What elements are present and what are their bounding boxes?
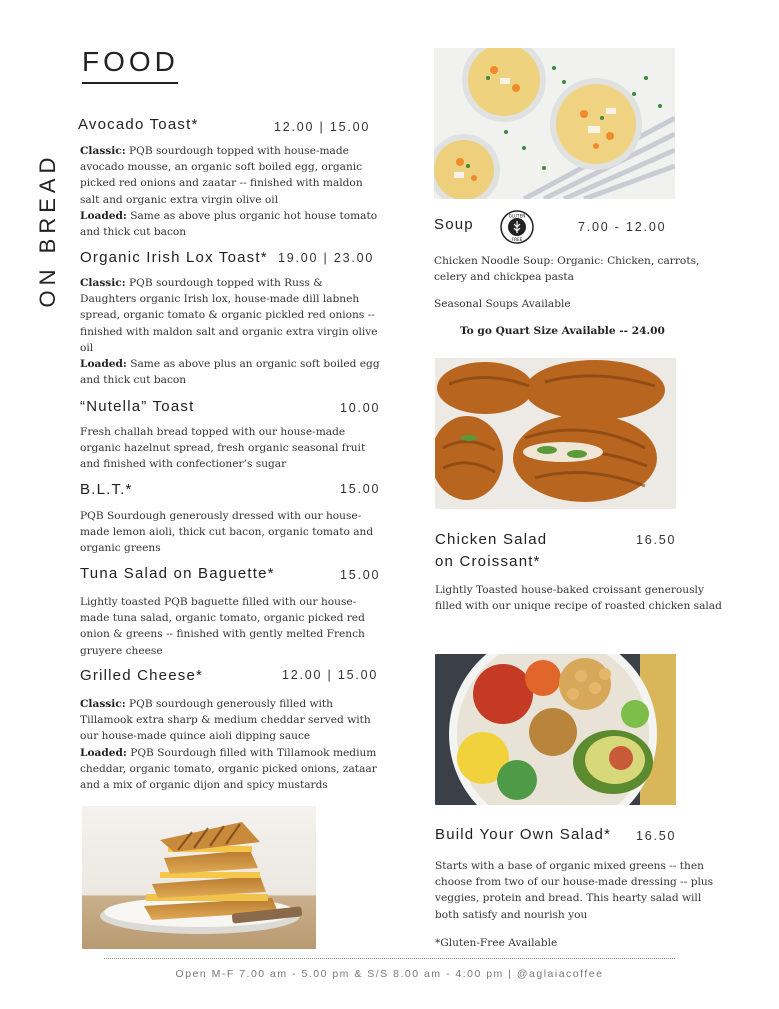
chicken-salad-name-line2: on Croissant*	[435, 553, 541, 570]
loaded-label: Loaded:	[80, 746, 127, 759]
item-price-soup: 7.00 - 12.00	[578, 220, 667, 234]
loaded-text: Same as above plus organic hot house tomato and thick cut bacon	[80, 209, 378, 239]
loaded-text: Same as above plus an organic soft boiled egg and thick cut bacon	[80, 358, 380, 387]
classic-label: Classic:	[80, 277, 126, 289]
gluten-free-note: *Gluten-Free Available	[435, 937, 558, 949]
item-price-grilled-cheese: 12.00 | 15.00	[282, 668, 379, 682]
chicken-salad-name-line1: Chicken Salad	[435, 531, 548, 548]
classic-label: Classic:	[80, 145, 126, 157]
classic-text: PQB sourdough topped with house-made avocado mousse, an organic soft boiled egg, organic picked red onions and zaatar -- finished with maldon salt and organic extra virgin olive oil	[80, 145, 363, 206]
gluten-free-badge-bottom: FREE	[511, 237, 523, 242]
loaded-label: Loaded:	[80, 209, 127, 222]
item-desc-tuna-salad: Lightly toasted PQB baguette filled with our house-made tuna salad, organic tomato, organic picked red onion & greens -- finished with gently melted French gruyere cheese	[80, 596, 365, 657]
side-label	[18, 150, 78, 310]
item-price-nutella-toast: 10.00	[340, 401, 381, 415]
gluten-free-badge-top: GLUTEN	[508, 213, 526, 219]
footer-hours: Open M-F 7.00 am - 5.00 pm & S/S 8.00 am - 4:00 pm | @aglaiacoffee	[175, 968, 604, 980]
title-underline	[82, 82, 178, 84]
item-name-build-salad: Build Your Own Salad*	[435, 826, 612, 843]
quart-size-note: To go Quart Size Available -- 24.00	[460, 325, 665, 337]
loaded-text: PQB Sourdough filled with Tillamook medium cheddar, organic tomato, organic picked onions, zataar and a mix of organic dijon and spicy mustards	[80, 746, 377, 792]
item-name-grilled-cheese: Grilled Cheese*	[80, 667, 204, 684]
footer-divider	[104, 958, 675, 959]
seasonal-soups-note: Seasonal Soups Available	[434, 298, 571, 310]
item-price-avocado-toast: 12.00 | 15.00	[274, 120, 371, 134]
item-desc-blt: PQB Sourdough generously dressed with our house-made lemon aioli, thick cut bacon, organic tomato and organic greens	[80, 510, 374, 555]
item-price-blt: 15.00	[340, 482, 381, 496]
item-desc-build-salad: Starts with a base of organic mixed greens -- then choose from two of our house-made dressing -- plus veggies, protein and bread. This hearty salad will both satisfy and nourish you	[435, 860, 714, 921]
page-title: FOOD	[82, 46, 179, 77]
item-name-lox-toast: Organic Irish Lox Toast*	[80, 249, 268, 266]
croissant-photo	[435, 358, 676, 509]
soup-photo	[434, 48, 675, 199]
item-name-nutella-toast: “Nutella” Toast	[80, 398, 195, 415]
classic-text: PQB sourdough generously filled with Tillamook extra sharp & medium cheddar served with our house-made quince aioli dipping sauce	[80, 698, 371, 743]
grilled-cheese-photo	[82, 806, 316, 949]
item-name-avocado-toast: Avocado Toast*	[78, 116, 199, 133]
item-desc-soup: Chicken Noodle Soup: Organic: Chicken, carrots, celery and chickpea pasta	[434, 255, 700, 284]
gluten-free-icon	[500, 210, 534, 244]
item-price-chicken-salad: 16.50	[636, 533, 677, 547]
item-price-lox-toast: 19.00 | 23.00	[278, 251, 375, 265]
classic-label: Classic:	[80, 698, 126, 710]
item-name-soup: Soup	[434, 216, 474, 233]
item-name-tuna-salad: Tuna Salad on Baguette*	[80, 565, 275, 582]
item-name-chicken-salad	[435, 529, 547, 573]
item-desc-chicken-salad: Lightly Toasted house-baked croissant generously filled with our unique recipe of roasted chicken salad	[435, 584, 722, 613]
salad-photo	[435, 654, 676, 805]
item-desc-lox-toast	[80, 275, 382, 388]
item-desc-grilled-cheese	[80, 696, 382, 793]
loaded-label: Loaded:	[80, 358, 127, 371]
item-desc-nutella-toast: Fresh challah bread topped with our house-made organic hazelnut spread, fresh organic seasonal fruit and finished with confectioner’s sugar	[80, 426, 366, 471]
item-name-blt: B.L.T.*	[80, 481, 133, 498]
classic-text: PQB sourdough topped with Russ & Daughters organic Irish lox, house-made dill labneh spread, organic tomato & organic pickled red onions -- finished with maldon salt and organic extra virgin olive oil	[80, 277, 378, 354]
item-price-tuna-salad: 15.00	[340, 568, 381, 582]
item-desc-avocado-toast	[80, 143, 380, 240]
item-price-build-salad: 16.50	[636, 829, 677, 843]
side-label-text: ON BREAD	[35, 152, 60, 308]
